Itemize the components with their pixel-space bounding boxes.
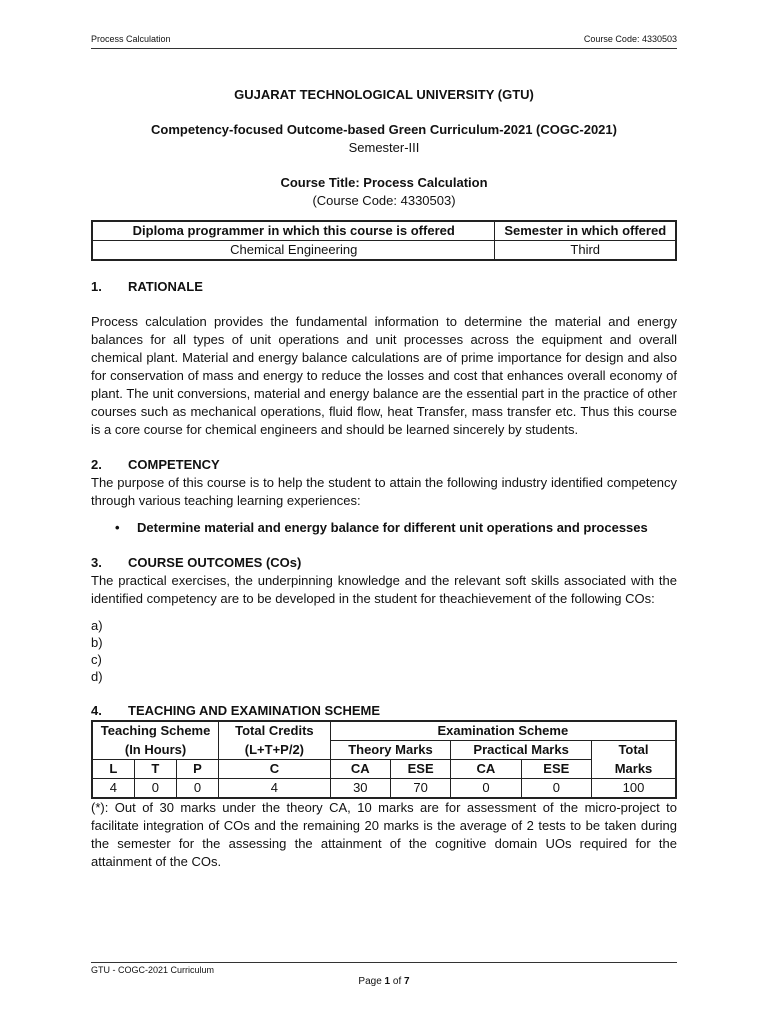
- table-header-cell: C: [219, 760, 331, 779]
- table-cell: 0: [451, 779, 521, 799]
- section-heading-competency: 2. COMPETENCY: [91, 457, 220, 472]
- section-heading-outcomes: 3. COURSE OUTCOMES (COs): [91, 555, 302, 570]
- table-cell: Chemical Engineering: [92, 241, 495, 261]
- table-header-cell: Total Credits: [219, 721, 331, 741]
- document-body: [91, 86, 677, 871]
- table-row: [92, 741, 676, 760]
- table-cell: 0: [176, 779, 218, 799]
- table-header-cell: Practical Marks: [451, 741, 592, 760]
- semester-label: Semester-III: [348, 140, 420, 155]
- scheme-table: [91, 720, 677, 799]
- table-row: [92, 721, 676, 741]
- competency-bullet: • Determine material and energy balance for different unit operations and processes: [115, 520, 648, 535]
- outcomes-paragraph: The practical exercises, the underpinning knowledge and the relevant soft skills associated with the identified competency are to be developed in the student for theachievement of the following COs:: [91, 573, 677, 606]
- table-header-cell: Theory Marks: [330, 741, 451, 760]
- table-header-cell: Teaching Scheme: [92, 721, 219, 741]
- header-course-code: Course Code: 4330503: [583, 34, 677, 44]
- table-header-cell: CA: [451, 760, 521, 779]
- scheme-note: (*): Out of 30 marks under the theory CA, 10 marks are for assessment of the micro-project to facilitate integration of COs and the remaining 20 marks is the average of 2 tests to be taken during the semester for the assessing the attainment of the cognitive domain UOs required for the attainment of the COs.: [91, 800, 677, 869]
- list-item: b): [91, 635, 103, 650]
- table-row: [92, 779, 676, 799]
- competency-paragraph: The purpose of this course is to help the student to attain the following industry identified competency through various teaching learning experiences:: [91, 475, 677, 508]
- header-course-name: Process Calculation: [91, 34, 171, 44]
- university-title: GUJARAT TECHNOLOGICAL UNIVERSITY (GTU): [234, 87, 534, 102]
- table-header-cell: Diploma programmer in which this course is offered: [92, 221, 495, 241]
- table-cell: Third: [495, 241, 676, 261]
- table-cell: 30: [330, 779, 390, 799]
- table-row: [92, 760, 676, 779]
- table-header-cell: Marks: [591, 760, 676, 779]
- table-header-cell: ESE: [521, 760, 591, 779]
- table-cell: 100: [591, 779, 676, 799]
- section-heading-rationale: 1. RATIONALE: [91, 279, 203, 294]
- table-header-cell: ESE: [390, 760, 450, 779]
- table-header-cell: (In Hours): [92, 741, 219, 760]
- table-header-cell: Examination Scheme: [330, 721, 676, 741]
- table-cell: 4: [219, 779, 331, 799]
- bullet-icon: •: [115, 520, 120, 535]
- table-header-cell: P: [176, 760, 218, 779]
- table-cell: 0: [521, 779, 591, 799]
- table-header-cell: Semester in which offered: [495, 221, 676, 241]
- section-heading-scheme: 4. TEACHING AND EXAMINATION SCHEME: [91, 703, 381, 718]
- page-number: Page 1 of 7: [358, 976, 410, 987]
- table-header-cell: (L+T+P/2): [219, 741, 331, 760]
- course-code-label: (Course Code: 4330503): [312, 193, 456, 208]
- table-cell: 0: [134, 779, 176, 799]
- page-footer: GTU - COGC-2021 Curriculum: [91, 962, 677, 975]
- table-cell: 70: [390, 779, 450, 799]
- list-item: c): [91, 652, 102, 667]
- course-title: Course Title: Process Calculation: [280, 175, 488, 190]
- table-header-cell: CA: [330, 760, 390, 779]
- rationale-paragraph: Process calculation provides the fundamental information to determine the material and energy balances for all types of unit operations and unit processes across the equipment and overall chemical plant. Material and energy balance calculations are of prime importance for design and also for conservation of mass and energy to reduce the losses and cost that enhances overall economy of plant. The unit conversions, material and energy balance are the essential part in the practice of other courses such as mechanical operations, fluid flow, heat Transfer, mass transfer etc. Thus this course is a core course for chemical engineers and should be learned sincerely by students.: [91, 314, 677, 437]
- list-item: a): [91, 618, 103, 633]
- table-row: [92, 241, 676, 261]
- list-item: d): [91, 669, 103, 684]
- table-row: [92, 221, 676, 241]
- outcomes-list: [91, 617, 677, 685]
- diploma-table: [91, 220, 677, 261]
- table-header-cell: L: [92, 760, 134, 779]
- curriculum-title: Competency-focused Outcome-based Green Curriculum-2021 (COGC-2021): [151, 122, 617, 137]
- table-header-cell: Total: [591, 741, 676, 760]
- page-header: [91, 34, 677, 49]
- table-header-cell: T: [134, 760, 176, 779]
- table-cell: 4: [92, 779, 134, 799]
